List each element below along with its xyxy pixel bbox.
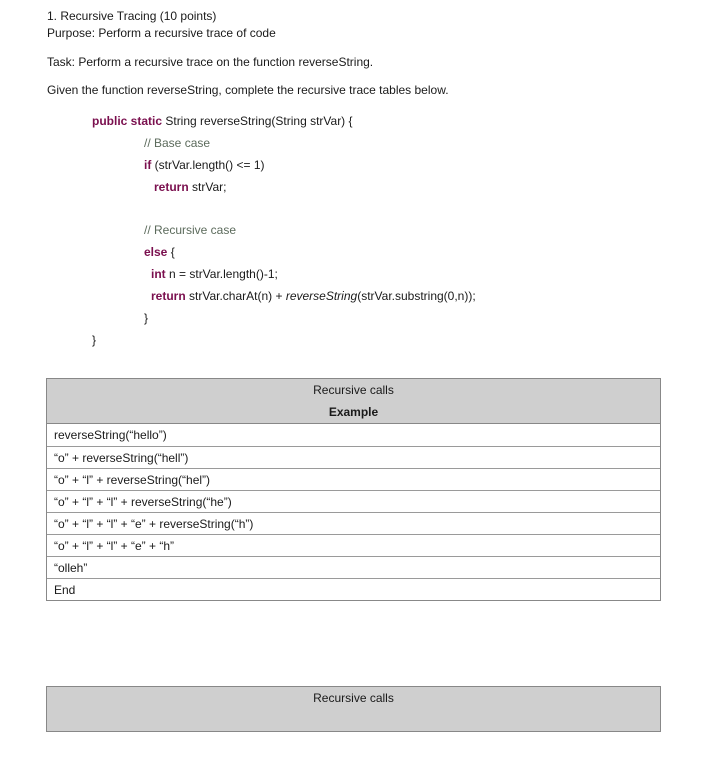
keyword-int: int — [151, 267, 166, 281]
int-line — [151, 266, 278, 282]
return-base-value: strVar; — [188, 180, 227, 194]
else-line — [144, 244, 175, 260]
if-condition: (strVar.length() <= 1) — [151, 158, 265, 172]
keyword-public-static: public static — [92, 114, 163, 128]
table-row: “o” + “l” + “l” + “e” + reverseString(“h”) — [47, 512, 660, 534]
instructions-line: Given the function reverseString, complete the recursive trace tables below. — [47, 83, 449, 97]
table-header — [47, 379, 660, 424]
recursive-case-comment: // Recursive case — [144, 223, 237, 237]
table-row: “olleh” — [47, 556, 660, 578]
table-body — [47, 424, 660, 600]
table-row: “o” + “l” + “l” + reverseString(“he”) — [47, 490, 660, 512]
keyword-else: else — [144, 245, 168, 259]
return-expr-a: strVar.charAt(n) + — [185, 289, 286, 303]
keyword-if: if — [144, 158, 152, 172]
question-heading: 1. Recursive Tracing (10 points) — [47, 9, 217, 23]
table-header-example: Example — [328, 405, 379, 419]
task-line: Task: Perform a recursive trace on the function reverseString. — [47, 55, 374, 69]
else-brace: { — [167, 245, 175, 259]
code-signature — [92, 113, 353, 129]
table-row: reverseString(“hello”) — [54, 428, 167, 442]
table-row: “o” + “l” + “l” + “e” + “h” — [47, 534, 660, 556]
keyword-return: return — [154, 180, 189, 194]
keyword-return-2: return — [151, 289, 186, 303]
table-row: “o” + “l” + reverseString(“hel”) — [47, 468, 660, 490]
table-header-title: Recursive calls — [313, 383, 394, 397]
example-trace-table — [46, 378, 661, 601]
if-line — [144, 157, 265, 173]
return-expr-b: (strVar.substring(0,n)); — [357, 289, 476, 303]
base-case-comment: // Base case — [144, 136, 211, 150]
return-recursive-line — [151, 288, 476, 304]
int-assignment: n = strVar.length()-1; — [165, 267, 278, 281]
inner-close-brace: } — [144, 311, 149, 325]
purpose-line: Purpose: Perform a recursive trace of code — [47, 26, 276, 40]
second-table-header: Recursive calls — [313, 691, 394, 705]
table-row: “o” + reverseString(“hell”) — [47, 446, 660, 468]
outer-close-brace: } — [92, 333, 97, 347]
signature-rest: String reverseString(String strVar) { — [162, 114, 353, 128]
recursive-call-name: reverseString — [285, 289, 358, 303]
return-base-line — [154, 179, 226, 195]
second-trace-table — [46, 686, 661, 732]
table-row: End — [47, 578, 660, 600]
